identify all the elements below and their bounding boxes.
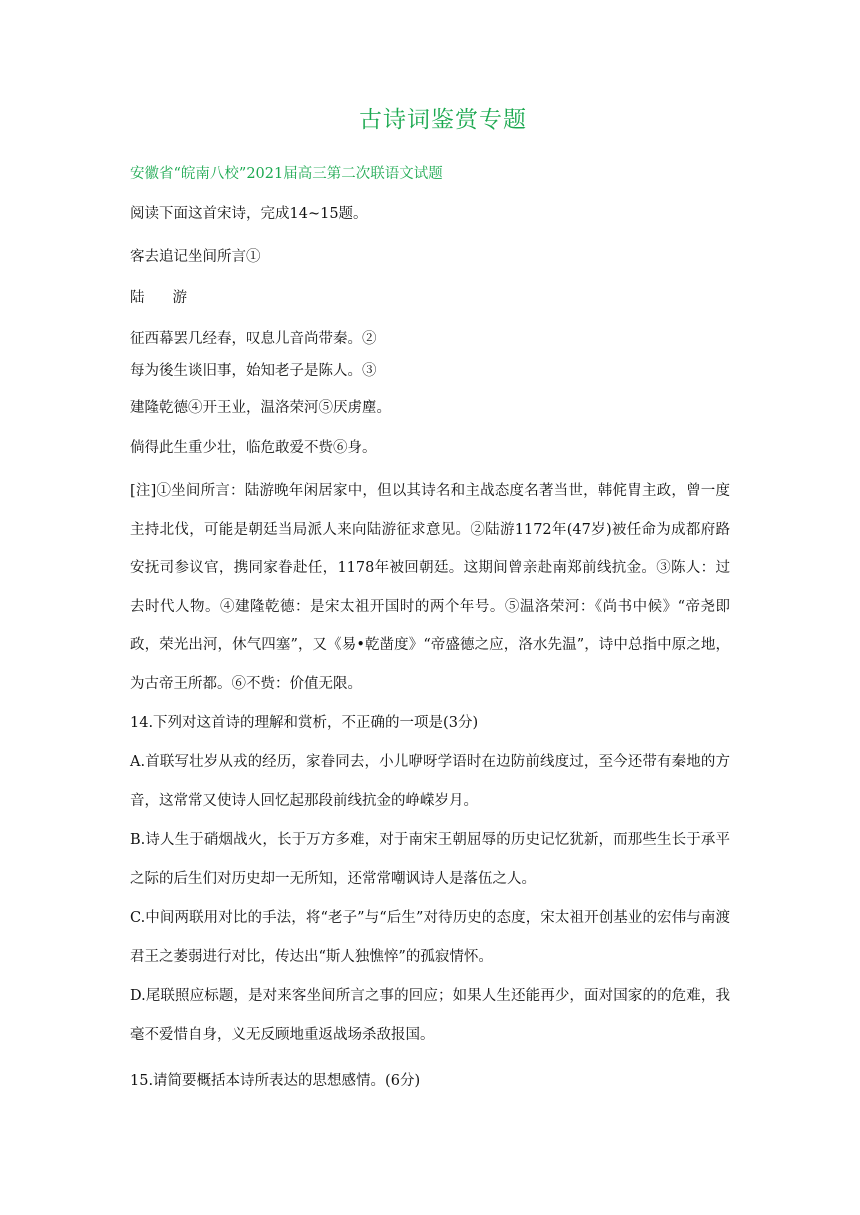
author-surname: 陆 — [130, 290, 145, 306]
poem-line: 倘得此生重少壮，临危敢爱不赀⑥身。 — [130, 440, 377, 456]
poem-title: 客去追记坐间所言① — [130, 249, 261, 265]
option-a: A.首联写壮岁从戎的经历，家眷同去，小儿咿呀学语时在边防前线度过，至今还带有秦地的方音，这常常又使诗人回忆起那段前线抗金的峥嵘岁月。 — [130, 754, 730, 809]
reading-instruction: 阅读下面这首宋诗，完成14~15题。 — [130, 206, 368, 222]
option-c: C.中间两联用对比的手法，将“老子”与“后生”对待历史的态度，宋太祖开创基业的宏伟与南渡君王之萎弱进行对比，传达出“斯人独憔悴”的孤寂情怀。 — [130, 910, 730, 965]
author-given-name: 游 — [172, 290, 187, 306]
option-b: B.诗人生于硝烟战火，长于万方多难，对于南宋王朝屈辱的历史记忆犹新，而那些生长于承平之际的后生们对历史却一无所知，还常常嘲讽诗人是落伍之人。 — [130, 832, 730, 887]
source-heading: 安徽省“皖南八校”2021届高三第二次联语文试题 — [130, 166, 443, 182]
poem-author — [130, 287, 730, 309]
poem-line: 每为後生谈旧事，始知老子是陈人。③ — [130, 363, 377, 379]
annotation-notes: [注]①坐间所言：陆游晚年闲居家中，但以其诗名和主战态度名著当世，韩侂胄主政，曾一度主持北伐，可能是朝廷当局派人来向陆游征求意见。②陆游1172年(47岁)被任命为成都府路安抚司参议官，携同家眷赴任，1178年被回朝廷。这期间曾亲赴南郑前线抗金。③陈人：过去时代人物。④建隆乾德：是宋太祖开国时的两个年号。⑤温洛荣河：《尚书中候》“帝尧即政，荣光出河，休气四塞”，又《易•乾凿度》“帝盛德之应，洛水先温”，诗中总指中原之地，为古帝王所都。⑥不赀：价值无限。 — [130, 483, 730, 692]
poem-line: 征西幕罢几经春，叹息儿音尚带秦。② — [130, 331, 377, 347]
page-title: 古诗词鉴赏专题 — [359, 107, 527, 133]
question-14-stem: 14.下列对这首诗的理解和赏析，不正确的一项是(3分) — [130, 715, 479, 731]
question-15-stem: 15.请简要概括本诗所表达的思想感情。(6分) — [130, 1073, 421, 1089]
option-d: D.尾联照应标题，是对来客坐间所言之事的回应；如果人生还能再少，面对国家的的危难，我毫不爱惜自身，义无反顾地重返战场杀敌报国。 — [130, 988, 730, 1043]
poem-line: 建隆乾德④开王业，温洛荣河⑤厌虏塵。 — [130, 400, 391, 416]
